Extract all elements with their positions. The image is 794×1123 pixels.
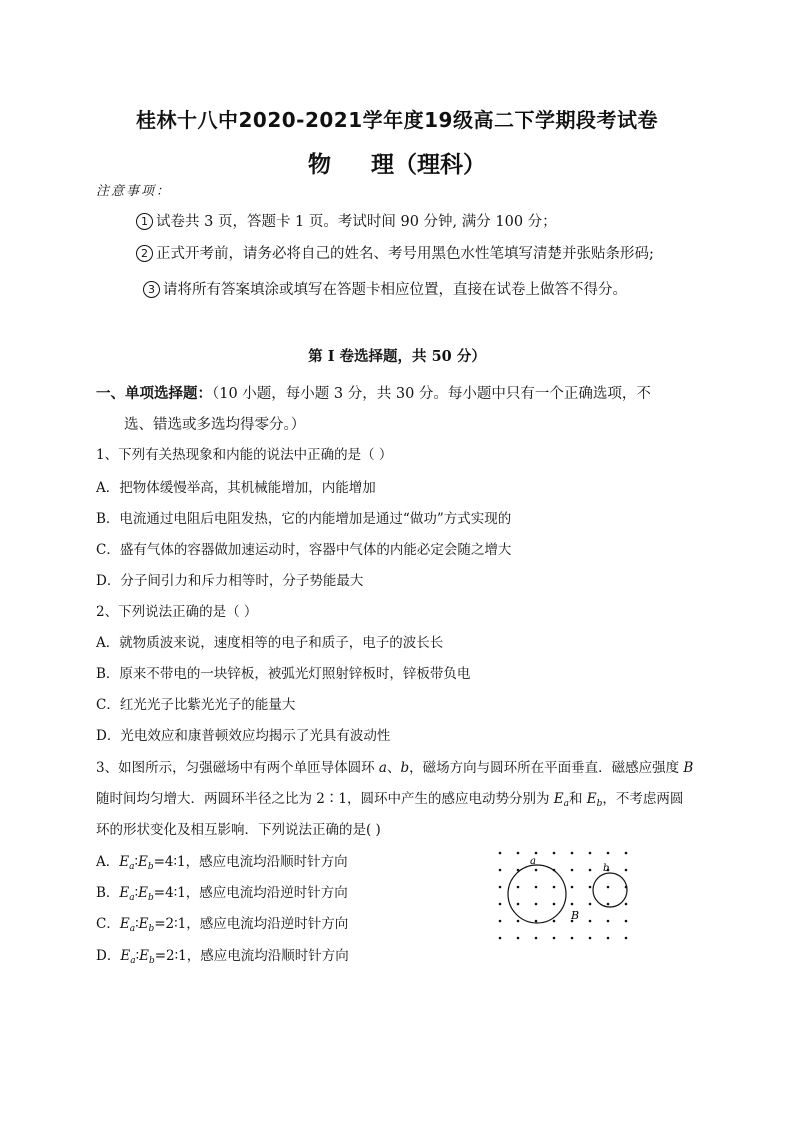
ring-b bbox=[593, 873, 627, 907]
ratio-sign: ∶ bbox=[135, 948, 140, 964]
q3-option-a bbox=[96, 850, 348, 872]
q3-option-b bbox=[96, 881, 348, 903]
notice-item-1 bbox=[136, 210, 557, 231]
part-heading bbox=[96, 382, 651, 403]
label-B: B bbox=[571, 909, 580, 922]
part-desc-2: 选、错选或多选均得零分。） bbox=[124, 417, 306, 433]
field-dot bbox=[499, 920, 502, 923]
option-text: =2∶1，感应电流均沿顺时针方向 bbox=[154, 948, 349, 964]
circled-number: 2 bbox=[136, 245, 153, 262]
ratio-sign: ∶ bbox=[135, 916, 139, 932]
ring-a bbox=[508, 865, 566, 923]
field-dot bbox=[625, 869, 628, 872]
part-desc-1: （10 小题，每小题 3 分，共 30 分。每小题中只有一个正确选项，不 bbox=[212, 386, 651, 402]
subject-main: 物 bbox=[308, 152, 331, 178]
field-dot bbox=[625, 920, 628, 923]
var-E: E bbox=[120, 948, 131, 964]
field-dot bbox=[553, 920, 556, 923]
q3-option-c bbox=[96, 912, 348, 934]
field-dot bbox=[535, 903, 538, 906]
field-dot bbox=[499, 903, 502, 906]
field-dot bbox=[571, 852, 574, 855]
notice-item-2 bbox=[136, 242, 654, 263]
field-dot bbox=[553, 886, 556, 889]
field-dot bbox=[571, 886, 574, 889]
q2-option-d: D．光电效应和康普顿效应均揭示了光具有波动性 bbox=[96, 728, 391, 744]
notice-item-text: 正式开考前，请务必将自己的姓名、考号用黑色水性笔填写清楚并张贴条形码; bbox=[156, 246, 654, 262]
q2-stem: 2、下列说法正确的是（ ） bbox=[96, 604, 258, 620]
var-E: E bbox=[586, 791, 597, 807]
field-dot bbox=[607, 886, 610, 889]
circled-number: 1 bbox=[136, 213, 153, 230]
field-dot bbox=[589, 886, 592, 889]
separator: 、 bbox=[386, 760, 401, 776]
field-dot bbox=[517, 920, 520, 923]
field-dot bbox=[517, 937, 520, 940]
notice-item-text: 请将所有答案填涂或填写在答题卡相应位置，直接在试卷上做答不得分。 bbox=[163, 282, 627, 298]
notice-heading: 注意事项： bbox=[96, 184, 172, 199]
label-b: b bbox=[603, 863, 610, 874]
field-dot bbox=[517, 852, 520, 855]
part-label: 一、单项选择题： bbox=[96, 385, 212, 402]
q3-stem-line2 bbox=[96, 787, 683, 809]
q2-option-b: B．原来不带电的一块锌板，被弧光灯照射锌板时，锌板带负电 bbox=[96, 666, 471, 682]
option-text: =4∶1，感应电流均沿逆时针方向 bbox=[153, 885, 348, 901]
field-dot bbox=[517, 886, 520, 889]
field-dot bbox=[607, 920, 610, 923]
field-dot bbox=[553, 937, 556, 940]
field-dot bbox=[535, 920, 538, 923]
q1-option-c: C．盛有气体的容器做加速运动时，容器中气体的内能必定会随之增大 bbox=[96, 542, 512, 558]
field-dot bbox=[589, 937, 592, 940]
var-E: E bbox=[119, 916, 130, 932]
field-dot bbox=[607, 903, 610, 906]
var-b: b bbox=[400, 760, 410, 776]
var-E: E bbox=[119, 885, 130, 901]
field-dot bbox=[625, 852, 628, 855]
circled-number: 3 bbox=[143, 281, 160, 298]
var-E: E bbox=[138, 916, 149, 932]
var-E: E bbox=[139, 948, 149, 964]
var-E: E bbox=[138, 854, 148, 870]
subscript-b: b bbox=[596, 799, 603, 809]
field-dot bbox=[553, 852, 556, 855]
notice-item-3 bbox=[143, 278, 627, 299]
field-dot bbox=[607, 937, 610, 940]
label-a: a bbox=[530, 856, 536, 867]
subscript-b: b bbox=[148, 956, 155, 966]
field-dot bbox=[535, 869, 538, 872]
field-dot bbox=[517, 903, 520, 906]
subscript-a: a bbox=[129, 893, 135, 903]
option-letter: D． bbox=[96, 948, 121, 964]
conjunction: 和 bbox=[569, 791, 587, 807]
q1-option-b: B．电流通过电阻后电阻发热，它的内能增加是通过“做功”方式实现的 bbox=[96, 511, 512, 527]
field-dot bbox=[571, 903, 574, 906]
subject-title bbox=[0, 146, 794, 179]
field-dot bbox=[589, 920, 592, 923]
field-dot bbox=[553, 903, 556, 906]
exam-title: 桂林十八中2020-2021学年度19级高二下学期段考试卷 bbox=[136, 108, 658, 132]
q3-stem-text: 随时间均匀增大．两圆环半径之比为 2∶1，圆环中产生的感应电动势分别为 bbox=[96, 791, 554, 807]
field-dot bbox=[535, 852, 538, 855]
subscript-a: a bbox=[130, 956, 136, 966]
q3-stem-line1 bbox=[96, 756, 693, 776]
q1-option-a: A．把物体缓慢举高，其机械能增加，内能增加 bbox=[96, 480, 376, 496]
field-dot bbox=[607, 852, 610, 855]
notice-item-text: 试卷共 3 页，答题卡 1 页。考试时间 90 分钟, 满分 100 分； bbox=[156, 214, 557, 230]
magnetic-field-figure bbox=[492, 845, 637, 945]
q1-option-d: D．分子间引力和斥力相等时，分子势能最大 bbox=[96, 573, 364, 589]
var-B: B bbox=[683, 760, 694, 776]
q3-stem-text: ，磁场方向与圆环所在平面垂直．磁感应强度 bbox=[409, 760, 684, 776]
option-letter: B． bbox=[96, 885, 120, 901]
q3-stem-text: ，不考虑两圆 bbox=[602, 791, 684, 807]
field-dot bbox=[589, 852, 592, 855]
subscript-b: b bbox=[148, 924, 155, 934]
subscript-a: a bbox=[129, 862, 135, 872]
q2-option-a: A．就物质波来说，速度相等的电子和质子，电子的波长长 bbox=[96, 635, 444, 651]
subscript-a: a bbox=[129, 924, 136, 934]
field-dot bbox=[535, 937, 538, 940]
q3-stem-text: 3、如图所示，匀强磁场中有两个单匝导体圆环 bbox=[96, 760, 379, 776]
var-E: E bbox=[553, 791, 564, 807]
field-dot bbox=[499, 852, 502, 855]
option-text: =4∶1，感应电流均沿顺时针方向 bbox=[153, 854, 348, 870]
subscript-b: b bbox=[148, 893, 154, 903]
q3-option-d bbox=[96, 944, 349, 966]
subscript-b: b bbox=[147, 862, 154, 872]
q1-stem: 1、下列有关热现象和内能的说法中正确的是（ ） bbox=[96, 447, 393, 463]
option-text: =2∶1，感应电流均沿逆时针方向 bbox=[154, 916, 349, 932]
option-letter: C． bbox=[96, 916, 120, 932]
field-dot bbox=[589, 903, 592, 906]
option-letter: A． bbox=[96, 854, 120, 870]
field-dot bbox=[589, 869, 592, 872]
subject-rest: 理（理科） bbox=[371, 152, 486, 178]
section-title: 第 I 卷选择题，共 50 分） bbox=[308, 348, 486, 365]
field-dot bbox=[499, 869, 502, 872]
subscript-a: a bbox=[563, 799, 569, 809]
field-dot bbox=[571, 869, 574, 872]
ratio-sign: ∶ bbox=[134, 885, 139, 901]
field-dot bbox=[499, 886, 502, 889]
field-dot bbox=[571, 937, 574, 940]
field-dot bbox=[625, 903, 628, 906]
q2-option-c: C．红光光子比紫光光子的能量大 bbox=[96, 697, 296, 713]
var-E: E bbox=[138, 885, 149, 901]
field-dot bbox=[625, 937, 628, 940]
q3-stem-line3: 环的形状变化及相互影响．下列说法正确的是( ) bbox=[96, 822, 381, 838]
var-E: E bbox=[119, 854, 130, 870]
field-dot bbox=[535, 886, 538, 889]
var-a: a bbox=[378, 760, 387, 776]
ratio-sign: ∶ bbox=[134, 854, 138, 870]
field-dot bbox=[499, 937, 502, 940]
